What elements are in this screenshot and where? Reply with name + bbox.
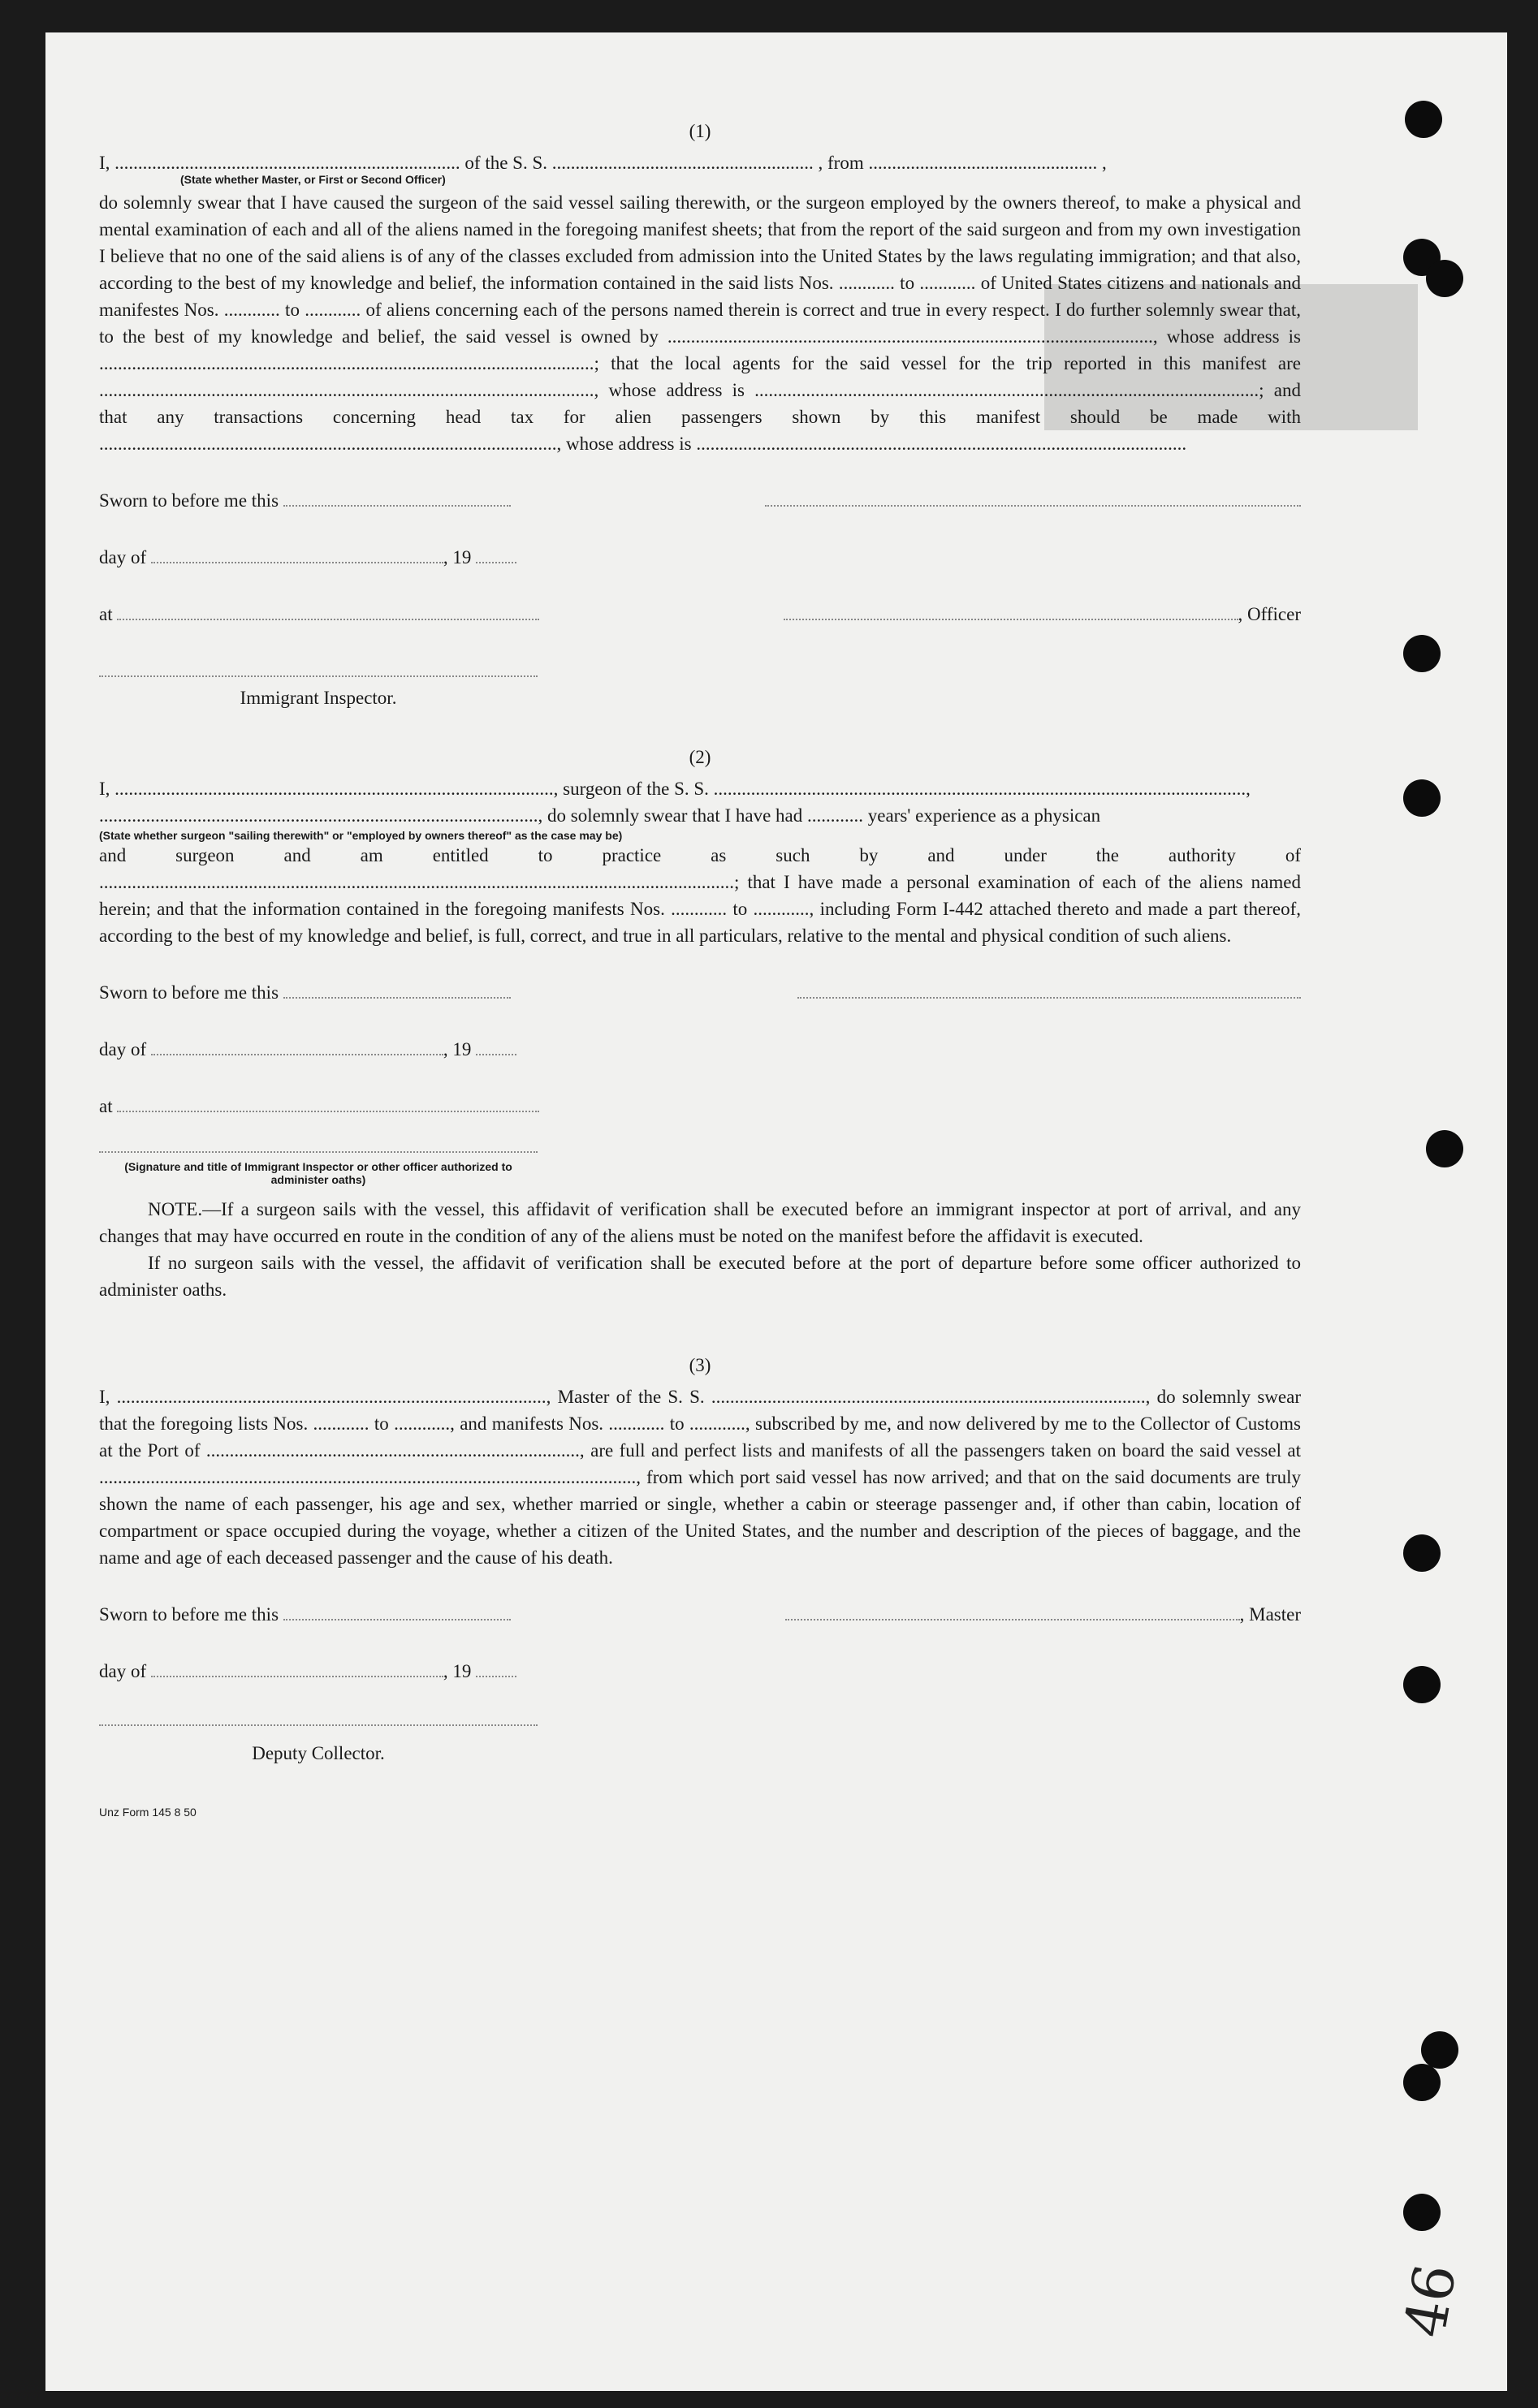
section-2-at-row bbox=[99, 1063, 1301, 1120]
day-line[interactable] bbox=[151, 1658, 443, 1677]
section-1-body: do solemnly swear that I have caused the surgeon of the said vessel sailing therewith, or the surgeon employed by the owners thereof, to make a physical and mental examination of each and all of the aliens named in the foregoing manifest sheets; that from the report of the said surgeon and from my own investigation I believe that no one of the said aliens is of any of the classes excluded from admission into the United States by the laws regulating immigration; and that also, according to the best of my knowledge and belief, the information contained in the said lists Nos. ............ to ............ of United States citizens and nationals and manifestes Nos. ............ to ............ of aliens concerning each of the persons named therein is correct and true in every respect. I do further solemnly swear that, to the best of my knowledge and belief, the said vessel is owned by ........................................................................................................, whose address is ..........................................................................................................; that the local agents for the said vessel for the trip reported in this manifest are .........................................................................................................., whose address is ............................................................................................................; and that any transactions concerning head tax for alien passengers shown by this manifest should be made with .................................................................................................., whose address is ......................................................................................................... bbox=[99, 192, 1301, 454]
section-3-body: I, ............................................................................................, Master of the S. S. ............................................................................................., do solemnly swear that the foregoing lists Nos. ............ to ............, and manifests Nos. ............ to ............, subscribed by me, and now delivered by me to the Collector of Customs at the Port of ................................................................................, are full and perfect lists and manifests of all the passengers taken on board the said vessel at ..................................................................................................................., from which port said vessel has now arrived; and that on the said documents are truly shown the name of each passenger, his age and sex, whether married or single, whether a cabin or steerage passenger and, if other than cabin, location of compartment or space occupied during the voyage, whether a citizen of the United States, and the number and description of the pieces of baggage, and the name and age of each deceased passenger and the cause of his death. bbox=[99, 1387, 1301, 1568]
section-1-sworn-row bbox=[99, 457, 1301, 514]
binder-hole bbox=[1426, 1130, 1463, 1167]
binder-hole bbox=[1403, 635, 1441, 672]
section-3-year-label: , 19 bbox=[443, 1661, 472, 1681]
binder-hole bbox=[1403, 2064, 1441, 2101]
collector-line[interactable] bbox=[99, 1707, 538, 1726]
handwritten-page-number: 46 bbox=[1391, 2259, 1470, 2342]
officer-line[interactable] bbox=[784, 601, 1238, 620]
day-line[interactable] bbox=[151, 1036, 443, 1055]
at-line[interactable] bbox=[117, 601, 539, 620]
section-1-day-label: day of bbox=[99, 547, 147, 567]
binder-hole bbox=[1403, 2194, 1441, 2231]
year-line[interactable] bbox=[476, 1658, 516, 1677]
section-1-day-row bbox=[99, 514, 1301, 571]
inspector-line[interactable] bbox=[99, 1133, 538, 1153]
section-2-sworn-label: Sworn to before me this bbox=[99, 982, 279, 1003]
section-1-officer-label: , Officer bbox=[1238, 604, 1301, 624]
form-content bbox=[99, 118, 1301, 1826]
section-2-year-label: , 19 bbox=[443, 1039, 472, 1059]
document-page bbox=[45, 32, 1507, 2391]
binder-hole bbox=[1426, 260, 1463, 297]
section-2-line1: I, .............................................................................................., surgeon of the S. S. .................................................................................................................., bbox=[99, 779, 1251, 799]
section-2-day-row bbox=[99, 1006, 1301, 1063]
binder-hole bbox=[1403, 779, 1441, 817]
section-3-collector-label: Deputy Collector. bbox=[252, 1743, 385, 1763]
binder-hole bbox=[1421, 2031, 1458, 2069]
section-2-body: and surgeon and am entitled to practice as such by and under the authority of ........................................................................................................................................; that I have made a personal examination of each of the aliens named herein; and that the information contained in the foregoing manifests Nos. ............ to ............, including Form I-442 attached thereto and made a part thereof, according to the best of my knowledge and belief, is full, correct, and true in all particulars, relative to the mental and physical condition of such aliens. bbox=[99, 845, 1301, 946]
section-2-heading: (2) bbox=[689, 747, 711, 767]
at-line[interactable] bbox=[117, 1093, 539, 1112]
section-2-sig-row bbox=[99, 1120, 1301, 1160]
section-3-collector-row bbox=[99, 1685, 1301, 1733]
binder-hole bbox=[1405, 101, 1442, 138]
section-3-sworn-row bbox=[99, 1571, 1301, 1628]
section-3-heading: (3) bbox=[689, 1355, 711, 1375]
year-line[interactable] bbox=[476, 544, 516, 563]
section-1-heading: (1) bbox=[689, 121, 711, 141]
section-2-caption: (State whether surgeon "sailing therewith" or "employed by owners thereof" as the case may be) bbox=[99, 829, 623, 842]
section-1-inspector-row bbox=[99, 628, 1301, 684]
section-2-at-label: at bbox=[99, 1096, 113, 1116]
section-2-day-label: day of bbox=[99, 1039, 147, 1059]
note-paragraph-2: If no surgeon sails with the vessel, the affidavit of verification shall be executed before at the port of departure before some officer authorized to administer oaths. bbox=[99, 1253, 1301, 1300]
sworn-line[interactable] bbox=[283, 979, 511, 999]
note-paragraph-1: NOTE.—If a surgeon sails with the vessel, this affidavit of verification shall be executed before an immigrant inspector at port of arrival, and any changes that may have occurred en route in the condition of any of the aliens must be noted on the manifest before the affidavit is executed. bbox=[99, 1199, 1301, 1246]
section-1-line1: I, .......................................................................... of the S. S. ........................................................ , from ................................................. , bbox=[99, 153, 1107, 173]
section-2-sworn-row bbox=[99, 949, 1301, 1006]
section-1-caption: (State whether Master, or First or Second Officer) bbox=[180, 173, 446, 186]
section-1-inspector-label: Immigrant Inspector. bbox=[240, 688, 397, 708]
sworn-line[interactable] bbox=[283, 1601, 511, 1620]
section-3-day-label: day of bbox=[99, 1661, 147, 1681]
sworn-line[interactable] bbox=[283, 487, 511, 507]
binder-hole bbox=[1403, 1666, 1441, 1703]
form-number: Unz Form 145 8 50 bbox=[99, 1806, 197, 1819]
signature-line[interactable] bbox=[797, 979, 1301, 999]
section-3-day-row bbox=[99, 1628, 1301, 1685]
section-1-at-label: at bbox=[99, 604, 113, 624]
section-3-master-label: , Master bbox=[1239, 1604, 1301, 1625]
signature-line[interactable] bbox=[765, 487, 1301, 507]
year-line[interactable] bbox=[476, 1036, 516, 1055]
section-2-sig-caption: (Signature and title of Immigrant Inspector or other officer authorized to administer oaths) bbox=[124, 1160, 512, 1186]
section-2-line2: .............................................................................................., do solemnly swear that I have had ............ years' experience as a physican bbox=[99, 805, 1101, 826]
section-1-at-row bbox=[99, 571, 1301, 628]
binder-hole bbox=[1403, 1534, 1441, 1572]
inspector-line[interactable] bbox=[99, 658, 538, 677]
day-line[interactable] bbox=[151, 544, 443, 563]
master-line[interactable] bbox=[785, 1601, 1240, 1620]
section-1-sworn-label: Sworn to before me this bbox=[99, 490, 279, 511]
section-3-sworn-label: Sworn to before me this bbox=[99, 1604, 279, 1625]
section-1-year-label: , 19 bbox=[443, 547, 472, 567]
